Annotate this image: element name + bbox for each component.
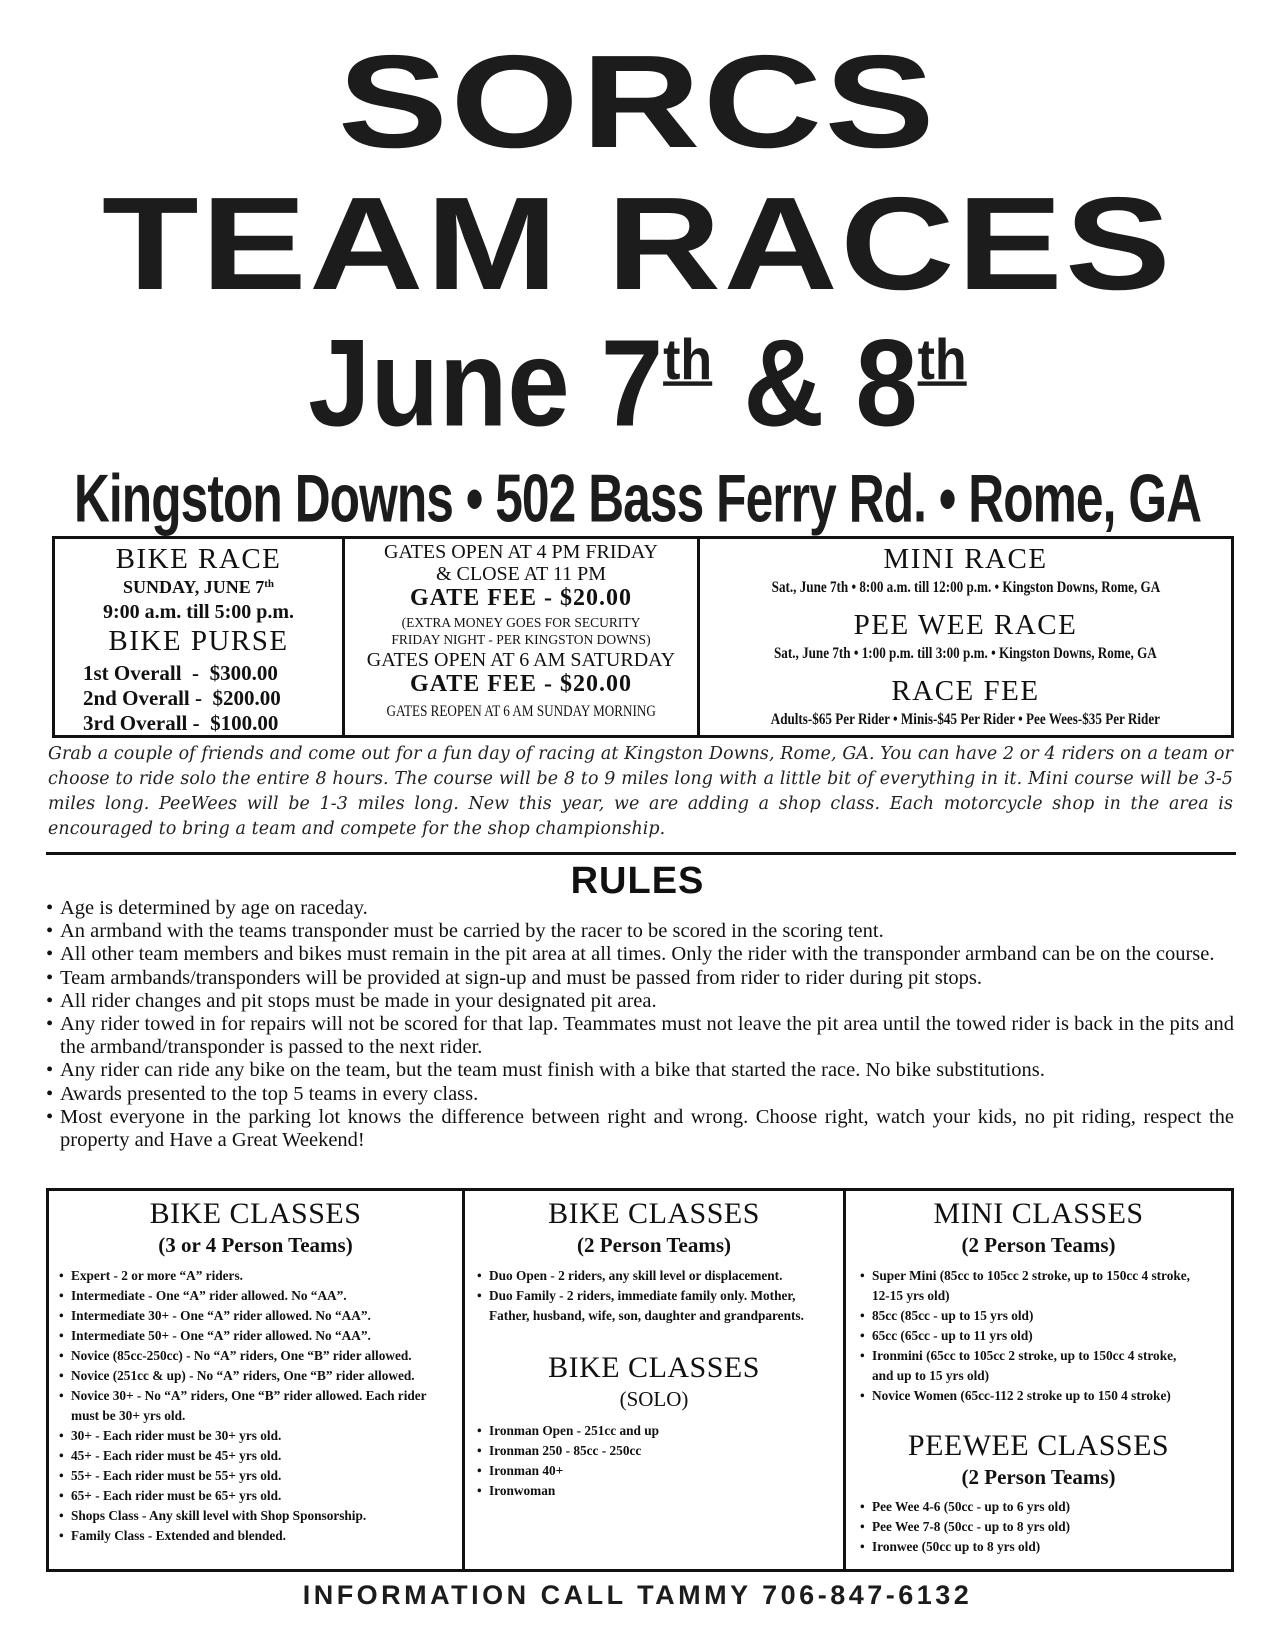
- rule-item: • All rider changes and pit stops must be made in your designated pit area.: [46, 990, 1234, 1013]
- race-fee-title: RACE FEE: [891, 675, 1040, 707]
- class-item: • Pee Wee 4-6 (50cc - up to 6 yrs old): [860, 1497, 1200, 1517]
- class-item: • Shops Class - Any skill level with Shop Sponsorship.: [59, 1506, 437, 1526]
- date-and-8: & 8: [712, 314, 918, 452]
- rule-item: • Awards presented to the top 5 teams in every class.: [46, 1083, 1234, 1106]
- class-item: • Ironman 40+: [477, 1461, 817, 1481]
- class-item: • Intermediate - One “A” rider allowed. No “AA”.: [59, 1286, 437, 1306]
- rule-item: • An armband with the teams transponder must be carried by the racer to be scored in the scoring tent.: [46, 920, 1234, 943]
- rule-item: • Team armbands/transponders will be provided at sign-up and must be passed from rider to rider during pit stops.: [46, 967, 1234, 990]
- gates-reopen-sunday: [345, 703, 697, 721]
- class-item: • Expert - 2 or more “A” riders.: [59, 1266, 437, 1286]
- purse-row-3: [83, 711, 278, 736]
- peewee-race-info: [700, 645, 1231, 663]
- peewee-classes-title: PEEWEE CLASSES: [907, 1429, 1170, 1462]
- team-classes-sub: (3 or 4 Person Teams): [158, 1233, 353, 1257]
- venue-address: Kingston Downs • 502 Bass Ferry Rd. • Rome, GA: [73, 461, 1202, 537]
- purse-label-1: 1st Overall -: [83, 661, 210, 685]
- team-classes-column: [49, 1191, 465, 1569]
- class-item: • Ironwoman: [477, 1481, 817, 1501]
- peewee-race-info-text: Sat., June 7th • 1:00 p.m. till 3:00 p.m. • Kingston Downs, Rome, GA: [774, 645, 1157, 662]
- purse-amount-3: $100.00: [210, 711, 279, 735]
- class-item: • Duo Open - 2 riders, any skill level or displacement.: [477, 1266, 817, 1286]
- duo-classes-list: [477, 1266, 817, 1326]
- solo-classes-sub: (SOLO): [619, 1387, 689, 1411]
- bike-purse-title: BIKE PURSE: [108, 625, 289, 657]
- rule-item: • Most everyone in the parking lot knows the difference between right and wrong. Choose right, watch your kids, no pit riding, respect the property and Have a Great Weekend!: [46, 1106, 1234, 1152]
- bike-race-time: 9:00 a.m. till 5:00 p.m.: [102, 601, 295, 623]
- duo-classes-sub: (2 Person Teams): [577, 1233, 731, 1257]
- gate-note-2: FRIDAY NIGHT - PER KINGSTON DOWNS): [391, 632, 651, 647]
- class-item: • Intermediate 30+ - One “A” rider allowed. No “AA”.: [59, 1306, 437, 1326]
- rule-item: • Any rider can ride any bike on the team, but the team must finish with a bike that started the race. No bike substitutions.: [46, 1059, 1234, 1082]
- intro-paragraph: Grab a couple of friends and come out for a fun day of racing at Kingston Downs, Rome, GA. You can have 2 or 4 riders on a team or choose to ride solo the entire 8 hours. The course will be 8 to 9 miles long with a little bit of everything in it. Mini course will be 3-5 miles long. PeeWees will be 1-3 miles long. New this year, we are adding a shop class. Each motorcycle shop in the area is encouraged to bring a team and compete for the shop championship.: [48, 744, 1233, 839]
- class-item: • Novice 30+ - No “A” riders, One “B” rider allowed. Each rider must be 30+ yrs old.: [59, 1386, 437, 1426]
- gates-column: [345, 539, 700, 735]
- rule-item: • All other team members and bikes must remain in the pit area at all times. Only the rider with the transponder armband can be on the course.: [46, 943, 1234, 966]
- class-item: • Super Mini (85cc to 105cc 2 stroke, up to 150cc 4 stroke, 12-15 yrs old): [860, 1266, 1200, 1306]
- class-item: • Novice (85cc-250cc) - No “A” riders, One “B” rider allowed.: [59, 1346, 437, 1366]
- purse-amount-2: $200.00: [212, 686, 281, 710]
- purse-label-2: 2nd Overall -: [83, 686, 213, 710]
- mini-classes-title: MINI CLASSES: [933, 1197, 1144, 1230]
- team-classes-list: [59, 1266, 437, 1546]
- duo-classes-title: BIKE CLASSES: [548, 1197, 760, 1230]
- title-sorcs: SORCS: [337, 28, 938, 175]
- class-item: • 65cc (65cc - up to 11 yrs old): [860, 1326, 1200, 1346]
- mini-peewee-classes-column: [846, 1191, 1231, 1569]
- gate-fee-2: GATE FEE - $20.00: [410, 671, 632, 697]
- purse-label-3: 3rd Overall -: [83, 711, 211, 735]
- class-item: • Ironman Open - 251cc and up: [477, 1421, 817, 1441]
- peewee-classes-list: [860, 1497, 1200, 1557]
- race-fee-info: [700, 711, 1231, 729]
- gates-close-friday: & CLOSE AT 11 PM: [435, 563, 607, 585]
- date-june-7: June 7: [308, 314, 664, 452]
- mini-race-title: MINI RACE: [883, 543, 1048, 575]
- bike-race-day-text: SUNDAY, JUNE 7: [123, 577, 265, 597]
- date-sup-1: th: [663, 328, 713, 393]
- gate-fee-1: GATE FEE - $20.00: [410, 585, 632, 611]
- class-item: • 65+ - Each rider must be 65+ yrs old.: [59, 1486, 437, 1506]
- solo-classes-list: [477, 1421, 817, 1501]
- class-item: • Ironman 250 - 85cc - 250cc: [477, 1441, 817, 1461]
- divider-line: [46, 852, 1236, 855]
- gate-note-1: (EXTRA MONEY GOES FOR SECURITY: [401, 615, 641, 630]
- mini-race-info: [700, 579, 1231, 597]
- bike-race-column: [55, 539, 345, 735]
- title-dates: [0, 314, 1275, 452]
- purse-amount-1: $300.00: [209, 661, 278, 685]
- purse-row-2: [83, 686, 281, 711]
- rules-title: RULES: [570, 860, 705, 902]
- mini-race-column: [700, 539, 1231, 735]
- class-item: • Novice Women (65cc-112 2 stroke up to 150 4 stroke): [860, 1386, 1200, 1406]
- solo-classes-title: BIKE CLASSES: [548, 1351, 760, 1384]
- mini-classes-list: [860, 1266, 1200, 1406]
- peewee-race-title: PEE WEE RACE: [853, 609, 1078, 641]
- class-item: • Intermediate 50+ - One “A” rider allowed. No “AA”.: [59, 1326, 437, 1346]
- bike-race-title: BIKE RACE: [115, 543, 282, 575]
- duo-solo-classes-column: [465, 1191, 846, 1569]
- bike-race-day-sup: th: [264, 578, 274, 590]
- class-item: • 55+ - Each rider must be 55+ yrs old.: [59, 1466, 437, 1486]
- team-classes-title: BIKE CLASSES: [149, 1197, 362, 1230]
- date-sup-2: th: [917, 328, 967, 393]
- gates-open-friday: GATES OPEN AT 4 PM FRIDAY: [384, 541, 658, 563]
- class-item: • Pee Wee 7-8 (50cc - up to 8 yrs old): [860, 1517, 1200, 1537]
- class-item: • 45+ - Each rider must be 45+ yrs old.: [59, 1446, 437, 1466]
- class-item: • Ironwee (50cc up to 8 yrs old): [860, 1537, 1200, 1557]
- classes-box: [46, 1188, 1234, 1572]
- info-call-footer: INFORMATION CALL TAMMY 706-847-6132: [302, 1580, 973, 1610]
- rule-item: • Any rider towed in for repairs will not be scored for that lap. Teammates must not leave the pit area until the towed rider is back in the pits and the armband/transponder is passed to the next rider.: [46, 1013, 1234, 1059]
- class-item: • Family Class - Extended and blended.: [59, 1526, 437, 1546]
- purse-row-1: [83, 661, 278, 686]
- bike-race-day: [55, 577, 342, 598]
- mini-classes-sub: (2 Person Teams): [961, 1233, 1116, 1257]
- class-item: • Duo Family - 2 riders, immediate family only. Mother, Father, husband, wife, son, daughter and grandparents.: [477, 1286, 817, 1326]
- class-item: • Ironmini (65cc to 105cc 2 stroke, up to 150cc 4 stroke, and up to 15 yrs old): [860, 1346, 1200, 1386]
- info-box: [52, 536, 1234, 738]
- race-fee-info-text: Adults-$65 Per Rider • Minis-$45 Per Rider • Pee Wees-$35 Per Rider: [770, 711, 1161, 728]
- gates-reopen-text: GATES REOPEN AT 6 AM SUNDAY MORNING: [386, 703, 656, 720]
- gates-open-saturday: GATES OPEN AT 6 AM SATURDAY: [366, 649, 676, 671]
- class-item: • 30+ - Each rider must be 30+ yrs old.: [59, 1426, 437, 1446]
- rules-list: [46, 897, 1234, 1152]
- rule-item: • Age is determined by age on raceday.: [46, 897, 1234, 920]
- title-team-races: TEAM RACES: [101, 170, 1174, 317]
- peewee-classes-sub: (2 Person Teams): [961, 1465, 1116, 1489]
- class-item: • 85cc (85cc - up to 15 yrs old): [860, 1306, 1200, 1326]
- mini-race-info-text: Sat., June 7th • 8:00 a.m. till 12:00 p.m. • Kingston Downs, Rome, GA: [771, 579, 1160, 596]
- class-item: • Novice (251cc & up) - No “A” riders, One “B” rider allowed.: [59, 1366, 437, 1386]
